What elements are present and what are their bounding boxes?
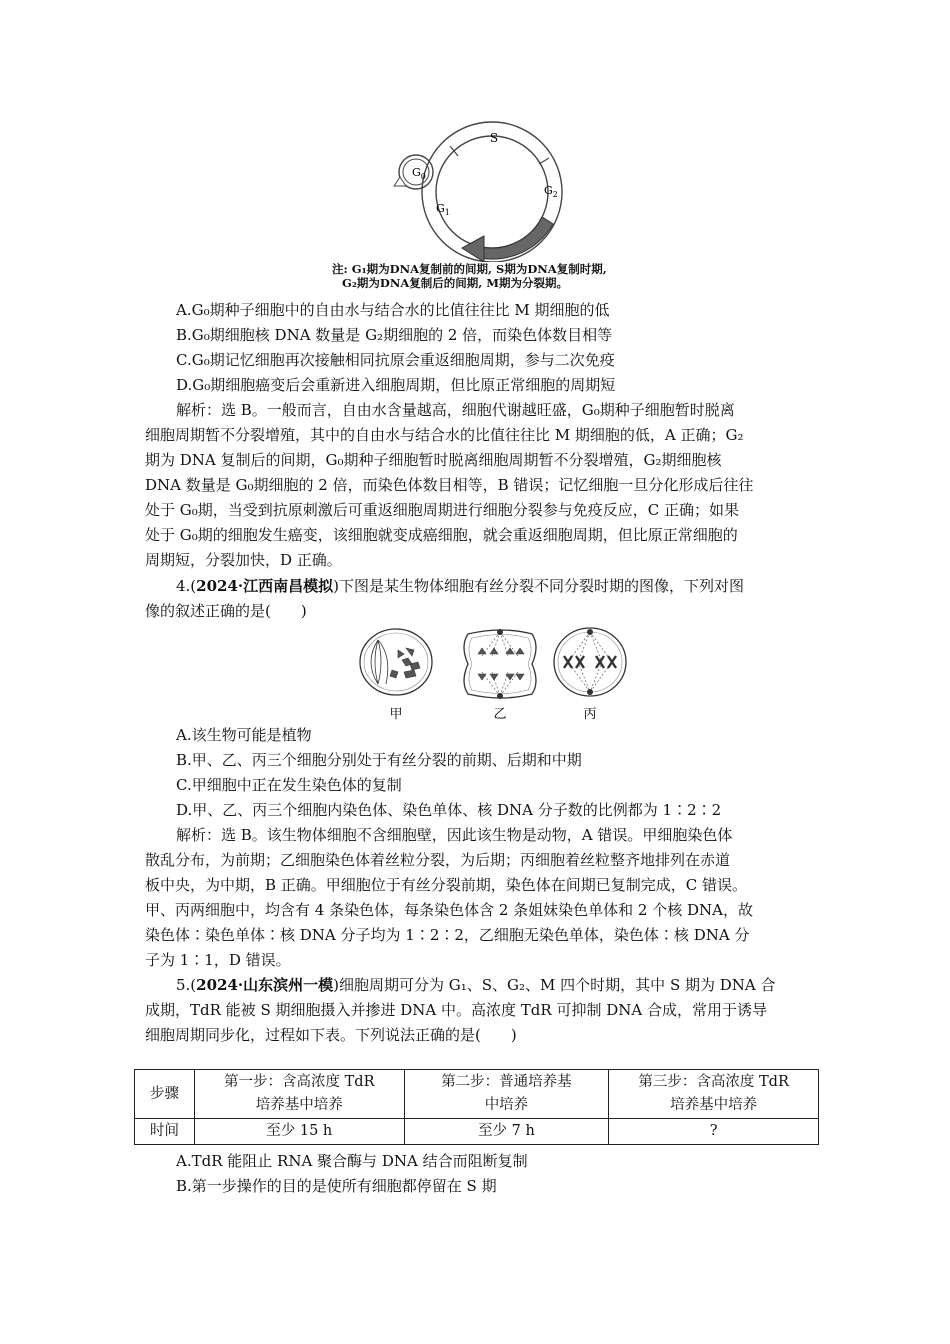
figure1-note bbox=[332, 262, 672, 290]
q3-analysis-line: 期为 DNA 复制后的间期，G₀期种子细胞暂时脱离细胞周期暂不分裂增殖，G₂期细胞核 bbox=[145, 451, 722, 469]
q3-option-d: D.G₀期细胞癌变后会重新进入细胞周期，但比原正常细胞的周期短 bbox=[176, 376, 616, 394]
q4-option-c: C.甲细胞中正在发生染色体的复制 bbox=[176, 776, 402, 794]
tdr-steps-table bbox=[134, 1069, 819, 1145]
q5-option-b: B.第一步操作的目的是使所有细胞都停留在 S 期 bbox=[176, 1177, 497, 1195]
q5-stem-line-2: 成期，TdR 能被 S 期细胞摄入并掺进 DNA 中。高浓度 TdR 可抑制 DNA 合成，常用于诱导 bbox=[145, 1001, 767, 1019]
table-cell-step-2: 第二步：普通培养基 中培养 bbox=[404, 1070, 609, 1119]
q5-stem-text: )细胞周期可分为 G₁、S、G₂、M 四个时期，其中 S 期为 DNA 合 bbox=[333, 976, 776, 994]
table-cell-time-1: 至少 15 h bbox=[194, 1119, 404, 1145]
q3-analysis-line: 周期短，分裂加快，D 正确。 bbox=[145, 551, 342, 569]
label-g0: $G_0$ bbox=[412, 166, 426, 181]
q4-analysis-line: 解析：选 B。该生物体细胞不含细胞壁，因此该生物是动物，A 错误。甲细胞染色体 bbox=[176, 826, 733, 844]
figure-label-yi: 乙 bbox=[493, 707, 507, 722]
q4-option-d: D.甲、乙、丙三个细胞内染色体、染色单体、核 DNA 分子数的比例都为 1∶2∶2 bbox=[176, 801, 722, 819]
figure-label-bing: 丙 bbox=[583, 707, 597, 722]
q4-source: 2024·江西南昌模拟 bbox=[196, 577, 334, 595]
q4-stem-line-2: 像的叙述正确的是( ) bbox=[145, 602, 307, 620]
q3-option-a: A.G₀期种子细胞中的自由水与结合水的比值往往比 M 期细胞的低 bbox=[176, 301, 610, 319]
table-row bbox=[135, 1119, 819, 1145]
q4-analysis-line: 板中央，为中期，B 正确。甲细胞位于有丝分裂前期，染色体在间期已复制完成，C 错误。 bbox=[145, 876, 748, 894]
q4-analysis-line: 散乱分布，为前期；乙细胞染色体着丝粒分裂，为后期；丙细胞着丝粒整齐地排列在赤道 bbox=[145, 851, 731, 869]
q4-option-a: A.该生物可能是植物 bbox=[176, 726, 312, 744]
mitosis-cells-figure bbox=[356, 626, 636, 726]
figure-label-jia: 甲 bbox=[389, 707, 403, 722]
m-phase-arrowhead bbox=[462, 236, 484, 262]
table-row bbox=[135, 1070, 819, 1119]
q5-number: 5.( bbox=[176, 976, 197, 994]
divider-s-g2 bbox=[539, 158, 549, 164]
label-m: M bbox=[502, 232, 517, 247]
cell-yi bbox=[464, 629, 536, 699]
q4-stem-line-1 bbox=[176, 574, 810, 599]
q5-option-a: A.TdR 能阻止 RNA 聚合酶与 DNA 结合而阻断复制 bbox=[176, 1152, 528, 1170]
q3-analysis-line: 解析：选 B。一般而言，自由水含量越高，细胞代谢越旺盛，G₀期种子细胞暂时脱离 bbox=[176, 401, 735, 419]
q4-analysis-line: 染色体∶染色单体∶核 DNA 分子均为 1∶2∶2，乙细胞无染色单体，染色体∶核 DNA 分 bbox=[145, 926, 750, 944]
label-g2: $G_2$ bbox=[544, 184, 558, 199]
note-line-2: G₂期为DNA复制后的间期, M期为分裂期。 bbox=[342, 276, 569, 290]
q3-analysis-line: 细胞周期暂不分裂增殖，其中的自由水与结合水的比值往往比 M 期细胞的低，A 正确；G₂ bbox=[145, 426, 744, 444]
q4-number: 4.( bbox=[176, 577, 197, 595]
m-phase-segment bbox=[480, 217, 553, 259]
cell-jia bbox=[360, 629, 432, 695]
q4-analysis-line: 甲、丙两细胞中，均含有 4 条染色体，每条染色体含 2 条姐妹染色单体和 2 个核 DNA，故 bbox=[145, 901, 753, 919]
cell-bing bbox=[554, 628, 626, 696]
q3-analysis-line: 处于 G₀期，当受到抗原刺激后可重返细胞周期进行细胞分裂参与免疫反应，C 正确；如果 bbox=[145, 501, 740, 519]
table-header-steps: 步骤 bbox=[135, 1070, 195, 1119]
q4-option-b: B.甲、乙、丙三个细胞分别处于有丝分裂的前期、后期和中期 bbox=[176, 751, 582, 769]
q3-option-b: B.G₀期细胞核 DNA 数量是 G₂期细胞的 2 倍，而染色体数目相等 bbox=[176, 326, 613, 344]
cycle-inner-ring bbox=[436, 136, 548, 248]
table-header-time: 时间 bbox=[135, 1119, 195, 1145]
table-cell-step-3: 第三步：含高浓度 TdR 培养基中培养 bbox=[609, 1070, 819, 1119]
q3-option-c: C.G₀期记忆细胞再次接触相同抗原会重返细胞周期，参与二次免疫 bbox=[176, 351, 615, 369]
label-s: S bbox=[489, 131, 499, 145]
q3-analysis-line: 处于 G₀期的细胞发生癌变，该细胞就变成癌细胞，就会重返细胞周期，但比原正常细胞的 bbox=[145, 526, 738, 544]
table-cell-step-1: 第一步：含高浓度 TdR 培养基中培养 bbox=[194, 1070, 404, 1119]
q5-source: 2024·山东滨州一模 bbox=[196, 976, 334, 994]
q5-stem-line-1 bbox=[176, 973, 810, 998]
q5-stem-line-3: 细胞周期同步化，过程如下表。下列说法正确的是( ) bbox=[145, 1026, 517, 1044]
table-cell-time-3: ? bbox=[609, 1119, 819, 1145]
q4-analysis-line: 子为 1∶1，D 错误。 bbox=[145, 951, 291, 969]
label-g1: $G_1$ bbox=[436, 202, 450, 217]
note-line-1: 注: G₁期为DNA复制前的间期, S期为DNA复制时期, bbox=[332, 262, 607, 276]
table-cell-time-2: 至少 7 h bbox=[404, 1119, 609, 1145]
q4-stem-text: )下图是某生物体细胞有丝分裂不同分裂时期的图像，下列对图 bbox=[333, 577, 745, 595]
q3-analysis-line: DNA 数量是 G₀期细胞的 2 倍，而染色体数目相等，B 错误；记忆细胞一旦分化形成后往往 bbox=[145, 476, 754, 494]
cell-cycle-diagram bbox=[392, 120, 582, 262]
